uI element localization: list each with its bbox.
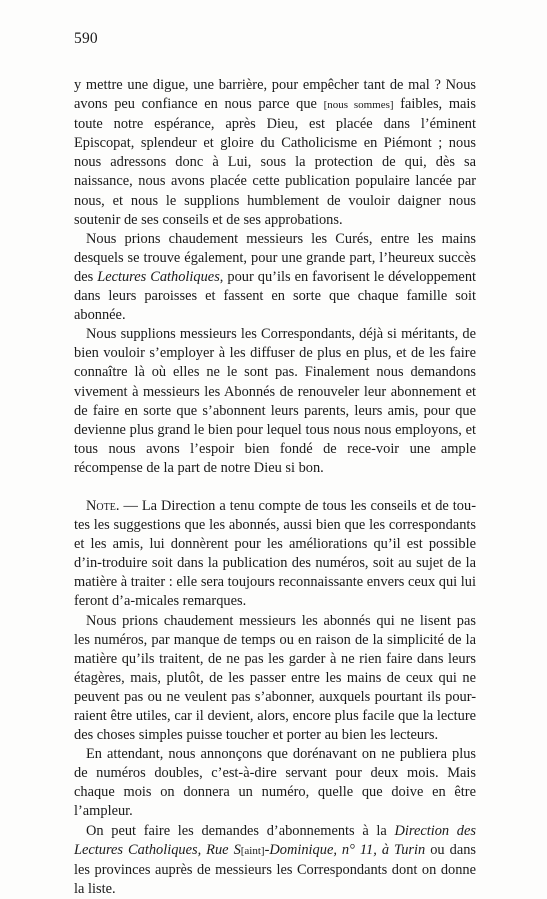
italic-text: -Dominique, n° 11, à Turin xyxy=(264,841,426,858)
text-run: Nous supplions messieurs les Correspondants, déjà si méritants, de bien vouloir s’employer à les diffuser de plus en plus, et de les faire connaître là où elles ne le sont pas. Finalement nous demandons vivement à messieurs les Abonnés de renouveler leur abonnement et de faire en sorte que s’abonnent leurs parents, leurs amis, pour que devienne plus grand le bien pour lequel tous nous nous employons, et tous nous avons l’espoir bien fondé de rece-voir une ample récompense de la part de notre Dieu si bon. xyxy=(74,326,476,476)
text-run: Nous prions chaudement messieurs les Curés, entre les mains desquels se trouve également, pour une grande part, l’heureux succès des xyxy=(74,230,476,285)
paragraph xyxy=(74,76,476,230)
text-run: y mettre une digue, une barrière, pour empêcher tant de mal ? Nous avons peu confiance en nous parce que xyxy=(74,77,476,113)
paragraph xyxy=(74,612,476,746)
paragraph xyxy=(74,325,476,478)
text-run: En attendant, nous annonçons que dorénavant on ne publiera plus de numéros doubles, c’est-à-dire servant pour deux mois. Mais chaque mois on donnera un numéro, quelle que doive en être l’ampleur. xyxy=(74,746,476,820)
italic-text: Lectures Catholiques xyxy=(97,268,220,285)
paragraph xyxy=(74,745,476,821)
body-text xyxy=(74,76,476,899)
italic-text: Direction des Lectures Catholiques, Rue S xyxy=(74,822,476,858)
note-label: Note. xyxy=(86,497,120,514)
text-run: — La Direction a tenu compte de tous les conseils et de tou-tes les suggestions que les abonnés, aussi bien que les correspondants et les amis, lui donnèrent pour les améliorations qu’il est possible d’in-troduire soit dans la publication des numéros, soit au sujet de la matière à traiter : elle sera toujours reconnaissante envers ceux qui lui feront d’a-micales remarques. xyxy=(74,497,476,610)
text-run: ou dans les provinces auprès de messieurs les Correspondants dont on donne la liste. xyxy=(74,841,476,897)
paragraph xyxy=(74,497,476,612)
text-run: Nous prions chaudement messieurs les abonnés qui ne lisent pas les numéros, par manque de temps ou en raison de la simplicité de la matière qu’ils traitent, de ne pas les garder à ne rien faire dans leurs étagères, mais, plutôt, de les passer entre les mains de ceux qui ne peuvent pas ou ne veulent pas s’abonner, auxquels pourtant ils pour-raient être utiles, car il devient, alors, encore plus facile que la lecture des choses simples puisse toucher et porter au bien les lecteurs. xyxy=(74,612,476,744)
text-run: faibles, mais toute notre espérance, après Dieu, est placée dans l’éminent Episcopat, splendeur et gloire du Catholicisme en Piémont ; nous nous adressons donc à Lui, sous la protection de qui, dès sa naissance, nous avons placée cette publication populaire lancée par nous, et nous le supplions humblement de vouloir daigner nous soutenir de ses conseils et de ses approbations. xyxy=(74,96,476,228)
editorial-insertion: [nous sommes] xyxy=(323,99,394,112)
paragraph xyxy=(74,230,476,325)
paragraph xyxy=(74,822,476,899)
page-number: 590 xyxy=(74,30,98,47)
text-run: On peut faire les demandes d’abonnements à la xyxy=(86,822,395,839)
text-run: , pour qu’ils en favorisent le développement dans leurs paroisses et fassent en sorte que chaque famille soit abonnée. xyxy=(74,268,477,324)
editorial-insertion: [aint] xyxy=(240,844,265,857)
